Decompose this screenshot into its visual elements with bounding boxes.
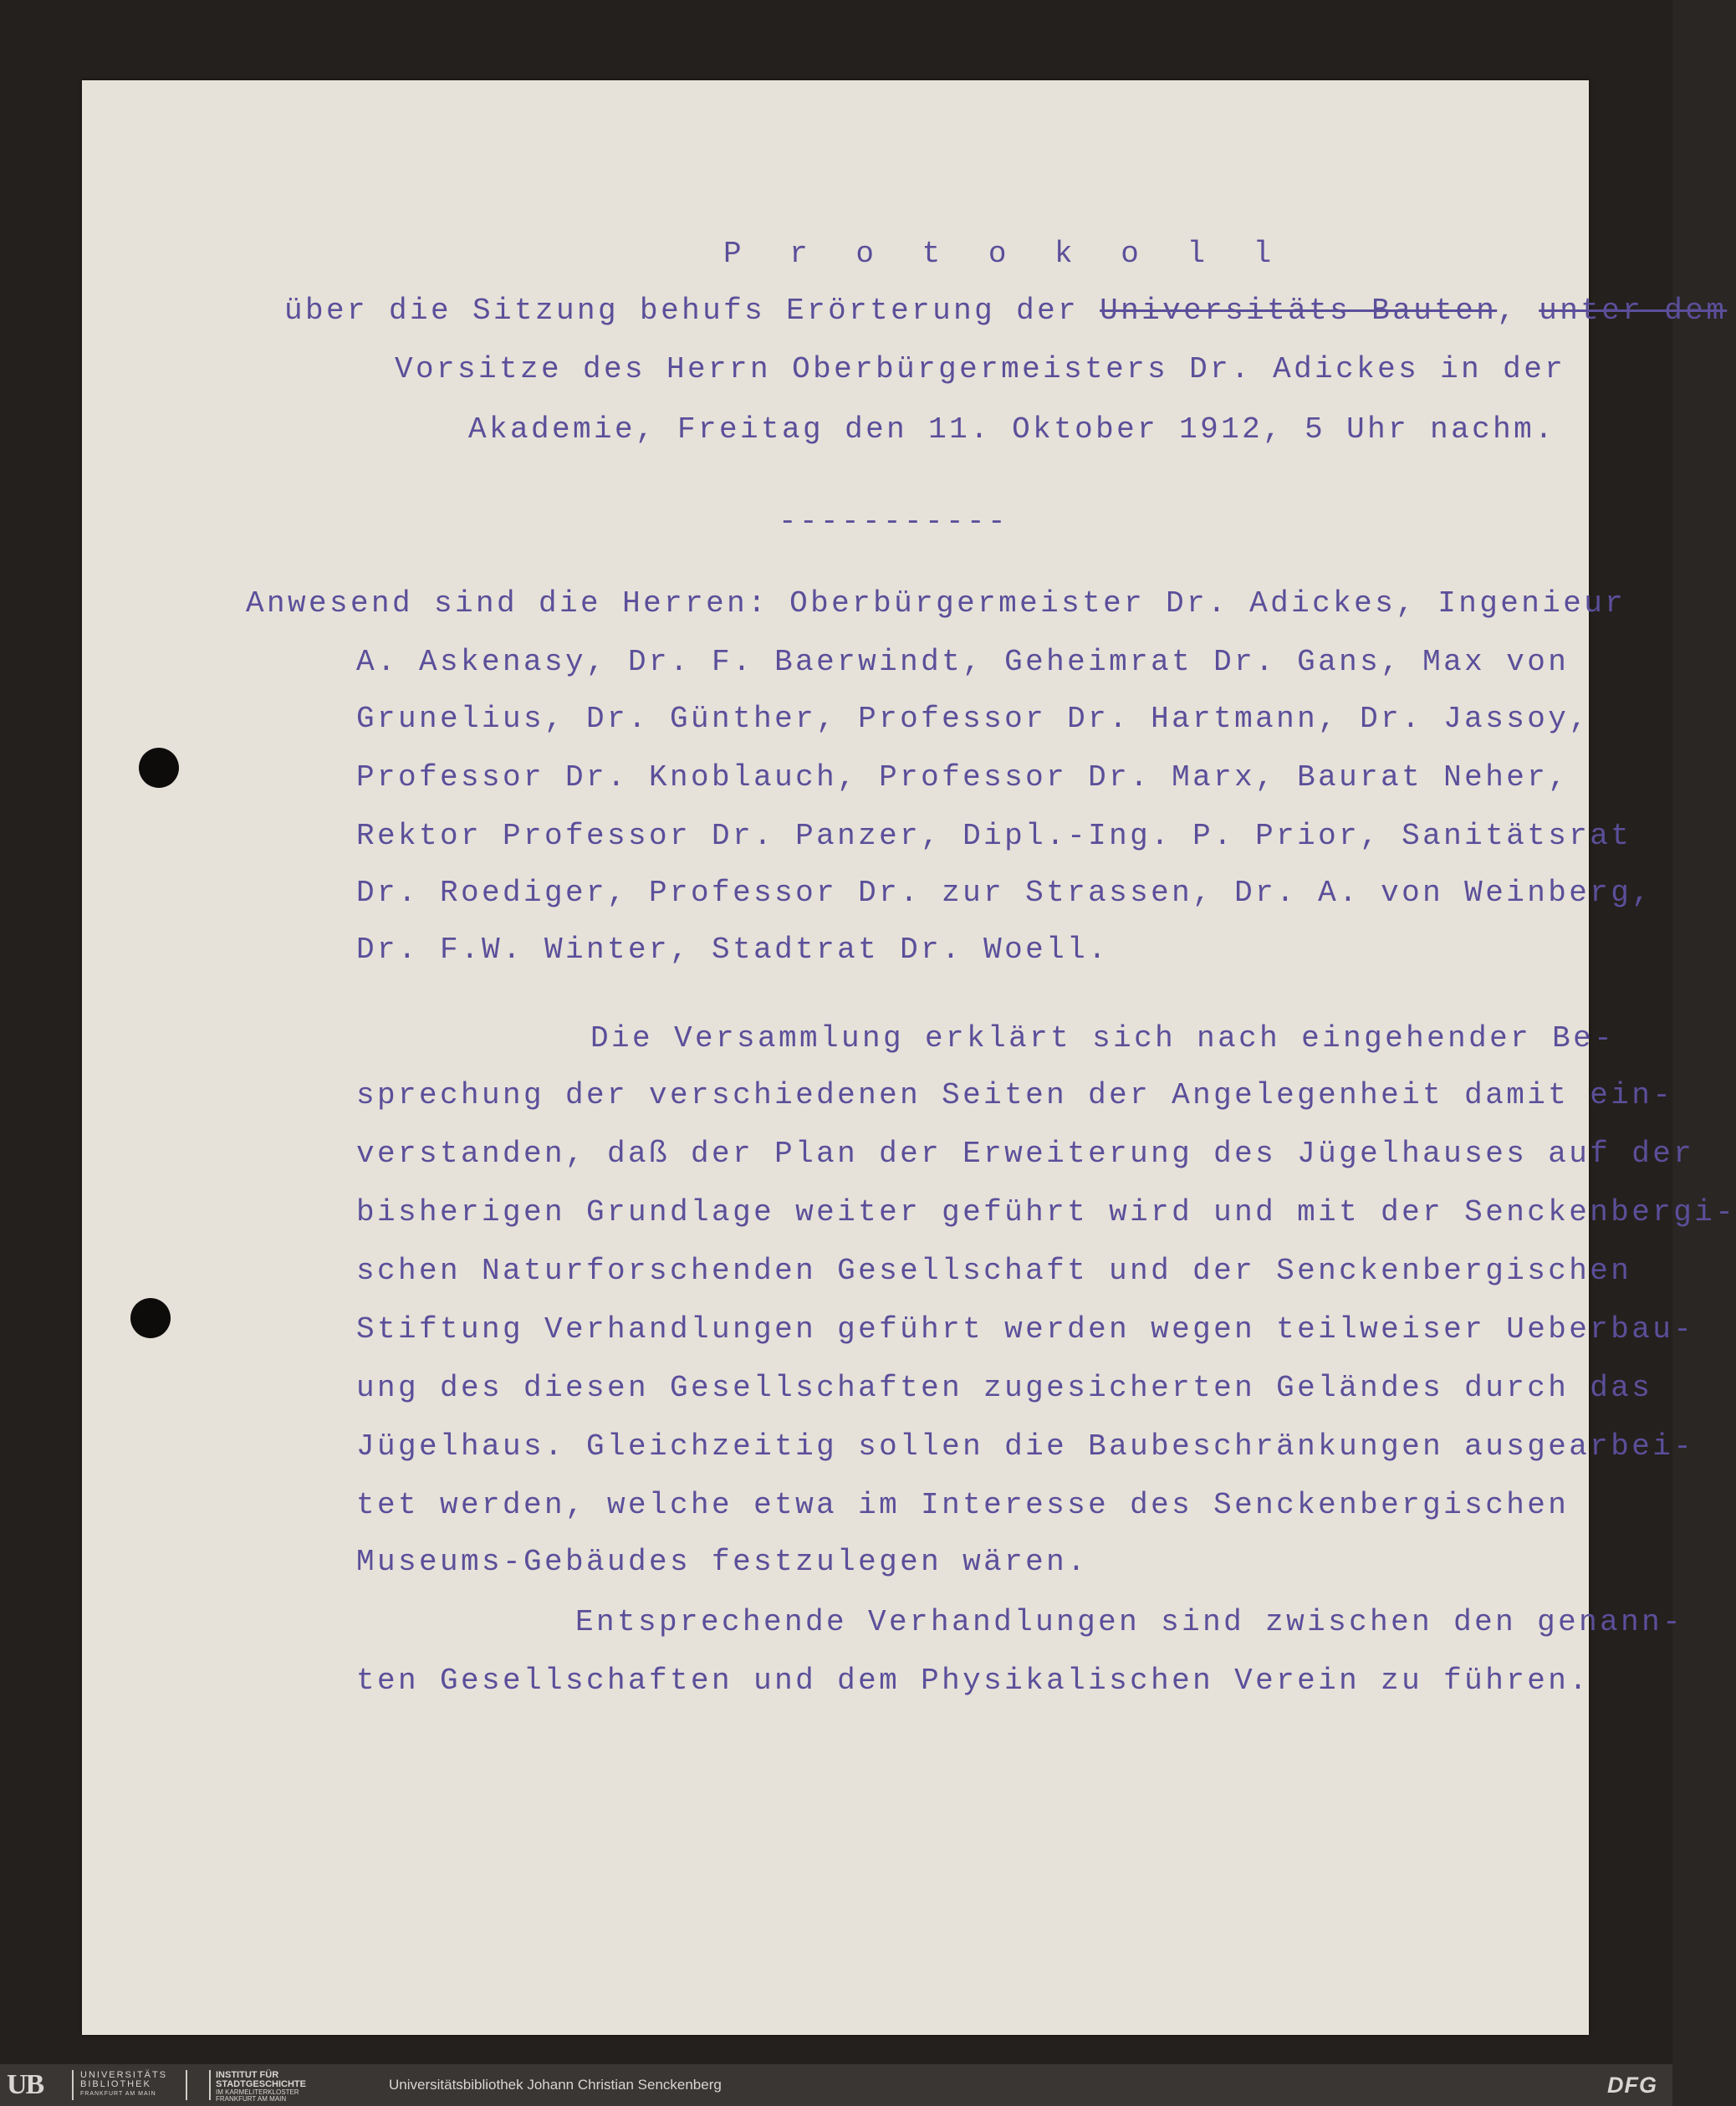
paragraph-line: bisherigen Grundlage weiter geführt wird und mit der Senckenbergi- xyxy=(356,1195,1736,1229)
paragraph-line: tet werden, welche etwa im Interesse des Senckenbergischen xyxy=(356,1488,1570,1522)
attendance-line: Anwesend sind die Herren: Oberbürgermeister Dr. Adickes, Ingenieur xyxy=(246,586,1626,621)
attendance-line: A. Askenasy, Dr. F. Baerwindt, Geheimrat Dr. Gans, Max von xyxy=(356,645,1570,679)
paragraph-line: schen Naturforschenden Gesellschaft und der Senckenbergischen xyxy=(356,1254,1632,1288)
viewer-footer xyxy=(0,2064,1672,2106)
paragraph-line: Die Versammlung erklärt sich nach eingehender Be- xyxy=(590,1021,1616,1056)
punch-hole xyxy=(130,1298,171,1338)
paragraph-line: Entsprechende Verhandlungen sind zwischen den genann- xyxy=(575,1605,1684,1639)
paragraph-line: Jügelhaus. Gleichzeitig sollen die Baubeschränkungen ausgearbei- xyxy=(356,1429,1695,1464)
ub-logo: UB xyxy=(7,2069,43,2100)
attendance-line: Dr. Roediger, Professor Dr. zur Strassen, Dr. A. von Weinberg, xyxy=(356,876,1653,910)
heading-line-2: Vorsitze des Herrn Oberbürgermeisters Dr. Adickes in der xyxy=(395,352,1566,386)
attendance-line: Rektor Professor Dr. Panzer, Dipl.-Ing. P. Prior, Sanitätsrat xyxy=(356,819,1632,853)
attendance-line: Grunelius, Dr. Günther, Professor Dr. Hartmann, Dr. Jassoy, xyxy=(356,702,1590,736)
paragraph-line: Museums-Gebäudes festzulegen wären. xyxy=(356,1545,1089,1579)
attendance-line: Dr. F.W. Winter, Stadtrat Dr. Woell. xyxy=(356,933,1110,967)
paragraph-line: sprechung der verschiedenen Seiten der Angelegenheit damit ein- xyxy=(356,1078,1674,1112)
separator-line: ----------- xyxy=(779,504,1009,539)
paragraph-line: ung des diesen Gesellschaften zugesicherten Geländes durch das xyxy=(356,1371,1653,1405)
isg-logo-subtext: IM KARMELITERKLOSTER FRANKFURT AM MAIN xyxy=(216,2088,299,2103)
dfg-logo: DFG xyxy=(1607,2073,1657,2098)
document-title: P r o t o k o l l xyxy=(723,237,1287,271)
heading-line-1: über die Sitzung behufs Erörterung der Universitäts-Bauten, unter dem xyxy=(284,294,1728,328)
punch-hole xyxy=(139,748,179,788)
attendance-line: Professor Dr. Knoblauch, Professor Dr. Marx, Baurat Neher, xyxy=(356,760,1570,795)
isg-logo-icon xyxy=(186,2070,211,2100)
isg-logo-text: INSTITUT FÜR STADTGESCHICHTE xyxy=(216,2070,306,2089)
document-page xyxy=(82,80,1736,2035)
library-credit: Universitätsbibliothek Johann Christian Senckenberg xyxy=(389,2077,722,2093)
paragraph-line: ten Gesellschaften und dem Physikalischen Verein zu führen. xyxy=(356,1664,1590,1698)
paragraph-line: verstanden, daß der Plan der Erweiterung des Jügelhauses auf der xyxy=(356,1137,1695,1171)
ub-logo-text: UNIVERSITÄTS BIBLIOTHEK FRANKFURT AM MAIN xyxy=(80,2070,168,2097)
paragraph-line: Stiftung Verhandlungen geführt werden wegen teilweiser Ueberbau- xyxy=(356,1312,1695,1347)
heading-line-3: Akademie, Freitag den 11. Oktober 1912, 5 Uhr nachm. xyxy=(468,412,1556,447)
divider xyxy=(72,2070,74,2100)
